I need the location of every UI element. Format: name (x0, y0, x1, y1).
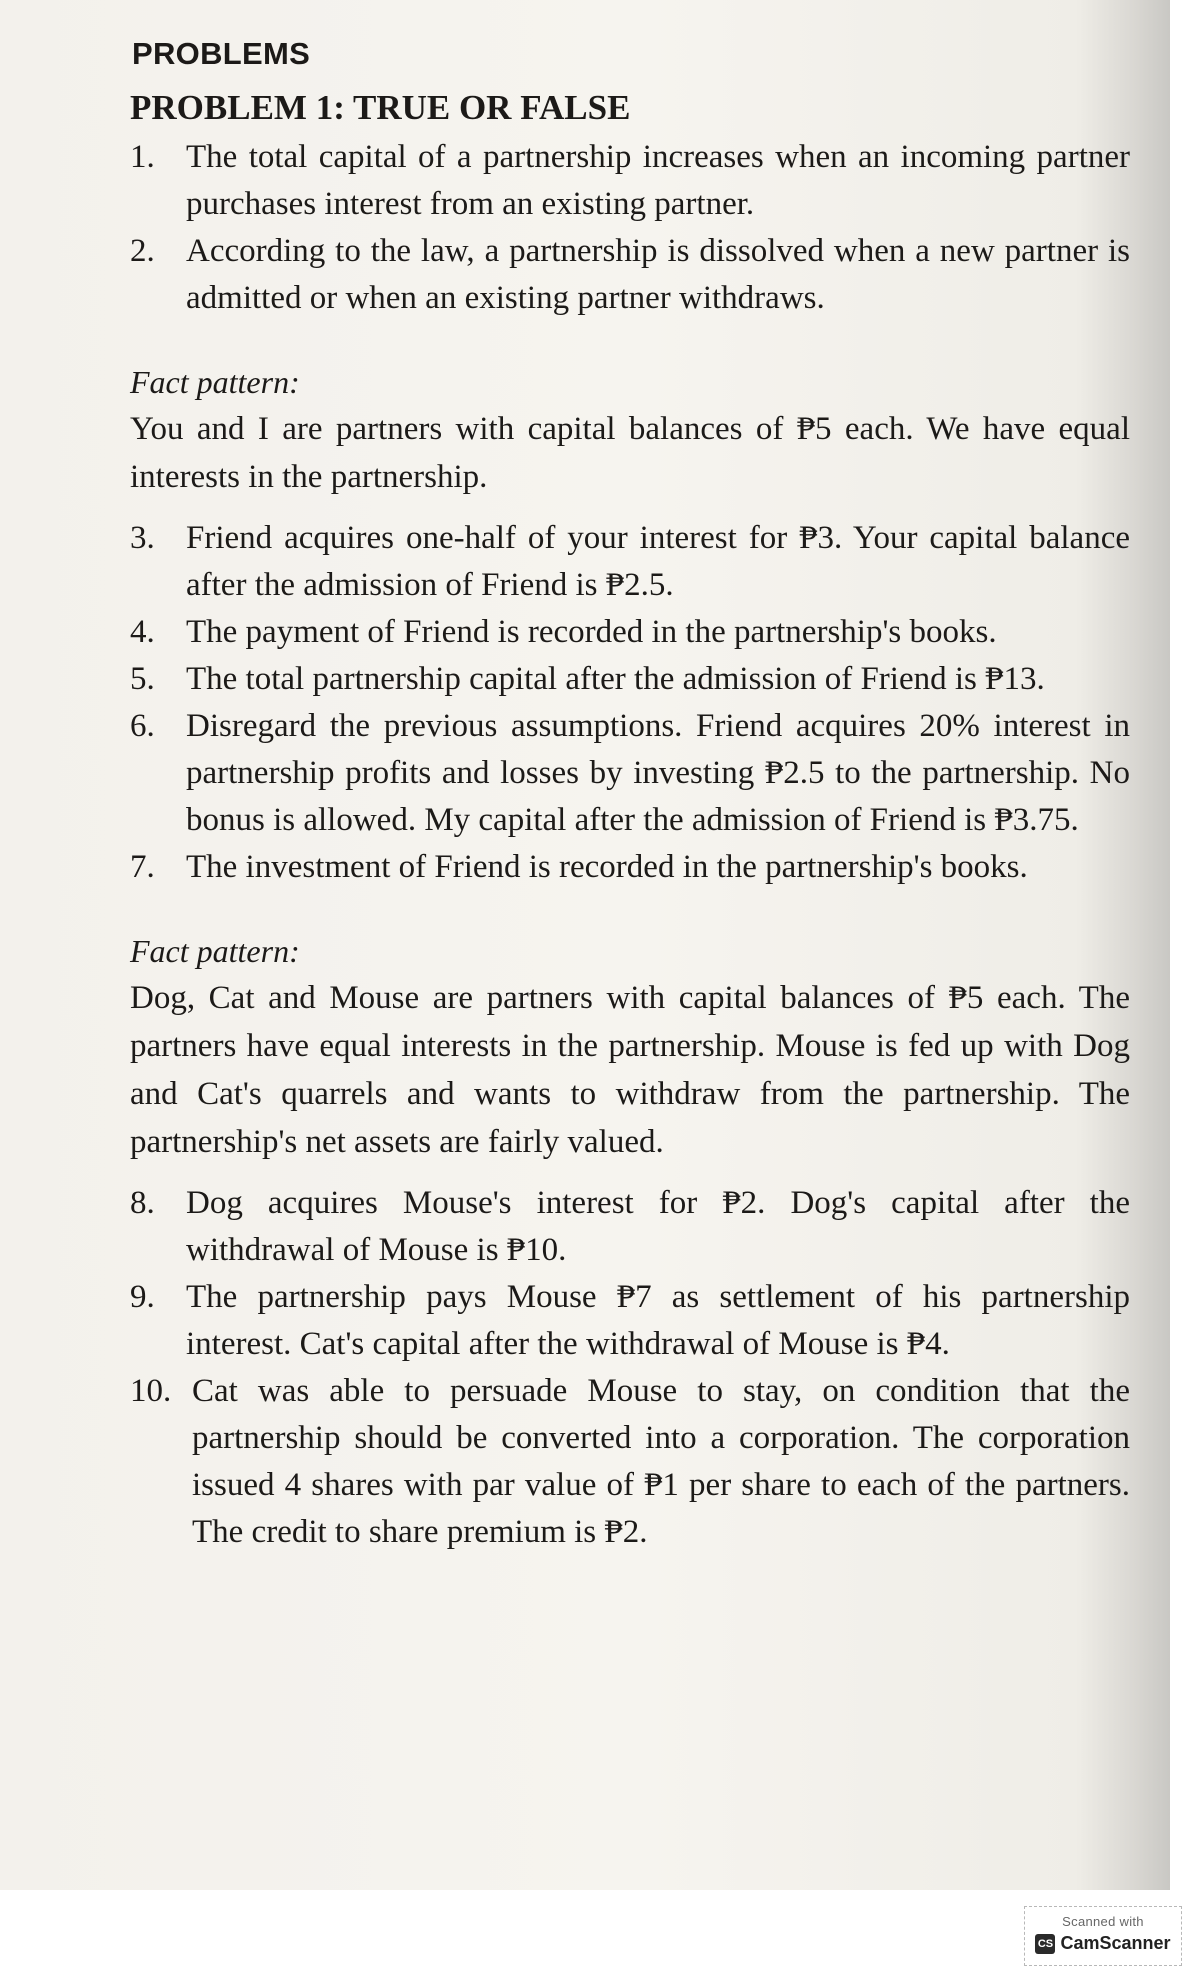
item-number: 7. (130, 849, 155, 885)
list-item (130, 1180, 1130, 1274)
item-text: The partnership pays Mouse ₱7 as settlement of his partnership interest. Cat's capital after the withdrawal of Mouse is ₱4. (186, 1279, 1130, 1362)
fact-pattern-text: Dog, Cat and Mouse are partners with capital balances of ₱5 each. The partners have equal interests in the partnership. Mouse is fed up with Dog and Cat's quarrels and wants to withdraw from the partnership. The partnership's net assets are fairly valued. (130, 980, 1130, 1160)
item-text: Dog acquires Mouse's interest for ₱2. Dog's capital after the withdrawal of Mouse is ₱10. (186, 1185, 1130, 1268)
item-text: The total capital of a partnership increases when an incoming partner purchases interest from an existing partner. (186, 139, 1130, 222)
watermark-caption: Scanned with (1062, 1914, 1144, 1929)
fact-pattern-text: You and I are partners with capital balances of ₱5 each. We have equal interests in the partnership. (130, 411, 1130, 495)
fact-pattern-label: Fact pattern: (130, 364, 300, 400)
fact-pattern-label: Fact pattern: (130, 933, 300, 969)
logo-letters: CS (1037, 1937, 1054, 1950)
list-item (130, 844, 1130, 891)
list-item (130, 656, 1130, 703)
watermark-brand-row (1025, 1933, 1181, 1954)
list-item (130, 1274, 1130, 1368)
item-text: Friend acquires one-half of your interest for ₱3. Your capital balance after the admission of Friend is ₱2.5. (186, 520, 1130, 603)
camscanner-logo-icon (1035, 1934, 1055, 1954)
item-text: The payment of Friend is recorded in the partnership's books. (186, 614, 997, 650)
section-heading: PROBLEMS (132, 36, 311, 71)
list-item (130, 515, 1130, 609)
list-item (130, 1368, 1130, 1556)
list-item (130, 228, 1130, 322)
items-intro-list (130, 134, 1130, 322)
page-content (130, 36, 1130, 1556)
item-number: 6. (130, 708, 155, 744)
list-item (130, 134, 1130, 228)
item-number: 9. (130, 1279, 155, 1315)
item-number: 5. (130, 661, 155, 697)
item-number: 8. (130, 1185, 155, 1221)
item-number: 4. (130, 614, 155, 650)
watermark-brand: CamScanner (1060, 1933, 1171, 1953)
item-number: 3. (130, 520, 155, 556)
list-item (130, 609, 1130, 656)
item-text: Disregard the previous assumptions. Friend acquires 20% interest in partnership profits and losses by investing ₱2.5 to the partnership. No bonus is allowed. My capital after the admission of Friend is ₱3.75. (186, 708, 1130, 838)
item-number: 2. (130, 233, 155, 269)
item-text: The total partnership capital after the admission of Friend is ₱13. (186, 661, 1045, 697)
problem-title: PROBLEM 1: TRUE OR FALSE (130, 88, 631, 127)
item-text: Cat was able to persuade Mouse to stay, on condition that the partnership should be converted into a corporation. The corporation issued 4 shares with par value of ₱1 per share to each of the partners. The credit to share premium is ₱2. (192, 1373, 1130, 1550)
item-text: The investment of Friend is recorded in the partnership's books. (186, 849, 1028, 885)
items-fp1-list (130, 515, 1130, 891)
camscanner-watermark (1024, 1906, 1182, 1966)
item-text: According to the law, a partnership is dissolved when a new partner is admitted or when an existing partner withdraws. (186, 233, 1130, 316)
items-fp2-list (130, 1180, 1130, 1556)
item-number: 10. (130, 1373, 172, 1409)
list-item (130, 703, 1130, 844)
item-number: 1. (130, 139, 155, 175)
